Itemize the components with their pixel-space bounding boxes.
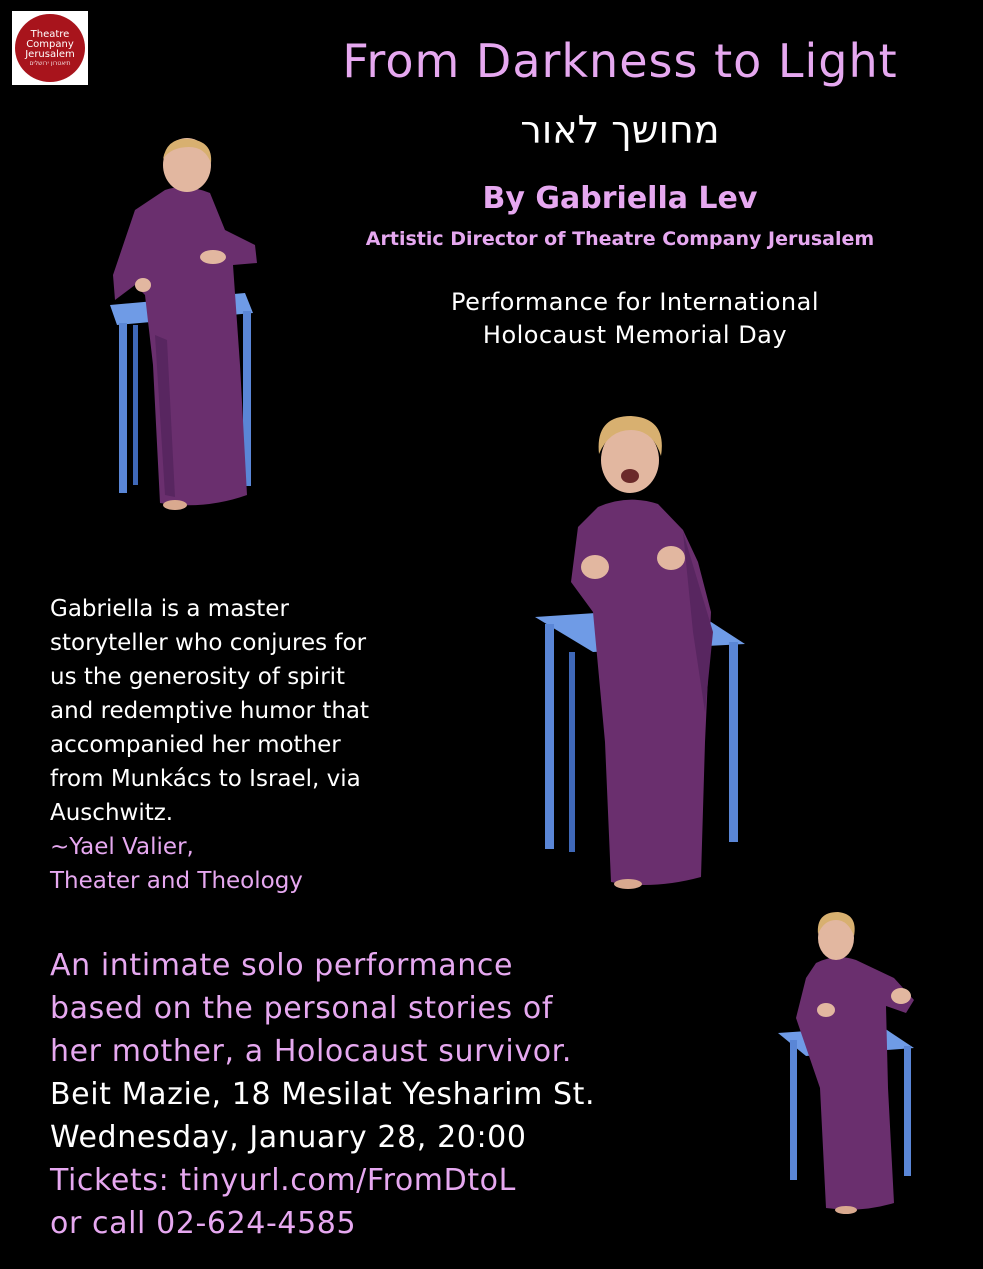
theatre-logo <box>12 11 88 85</box>
occasion <box>380 286 890 352</box>
date-time: Wednesday, January 28, 20:00 <box>50 1120 527 1155</box>
performer-photo-2 <box>533 412 753 892</box>
venue: Beit Mazie, 18 Mesilat Yesharim St. <box>50 1077 596 1112</box>
description-line: An intimate solo performance <box>50 948 514 983</box>
quote-author-role: Theater and Theology <box>50 868 303 894</box>
performer-photo-3 <box>776 908 921 1218</box>
poster-title: From Darkness to Light <box>342 34 898 88</box>
quote-line: storyteller who conjures for <box>50 630 367 656</box>
byline: By Gabriella Lev <box>482 181 758 216</box>
logo-line-1: Theatre <box>30 28 70 40</box>
quote-line: from Munkács to Israel, via <box>50 766 361 792</box>
quote-author: ~Yael Valier, <box>50 834 194 860</box>
quote-line: Auschwitz. <box>50 800 174 826</box>
logo-line-3: Jerusalem <box>25 48 75 60</box>
quote-line: and redemptive humor that <box>50 698 370 724</box>
quote-line: Gabriella is a master <box>50 596 289 622</box>
poster-title-hebrew: מחושך לאור <box>520 108 720 152</box>
occasion-line-1: Performance for International <box>450 288 820 316</box>
review-quote <box>50 592 470 898</box>
phone-number[interactable]: or call 02-624-4585 <box>50 1206 357 1241</box>
tickets-link[interactable]: Tickets: tinyurl.com/FromDtoL <box>50 1163 516 1198</box>
occasion-line-2: Holocaust Memorial Day <box>482 321 788 349</box>
director-credit: Artistic Director of Theatre Company Jerusalem <box>365 228 875 250</box>
performer-photo-1 <box>105 135 285 520</box>
logo-line-2: Company <box>26 38 74 50</box>
logo-disc <box>15 14 85 82</box>
event-info <box>50 944 770 1245</box>
description-line: her mother, a Holocaust survivor. <box>50 1034 572 1069</box>
description-line: based on the personal stories of <box>50 991 554 1026</box>
quote-line: us the generosity of spirit <box>50 664 346 690</box>
logo-hebrew: תיאטרון ירושלים <box>29 59 71 67</box>
quote-line: accompanied her mother <box>50 732 341 758</box>
